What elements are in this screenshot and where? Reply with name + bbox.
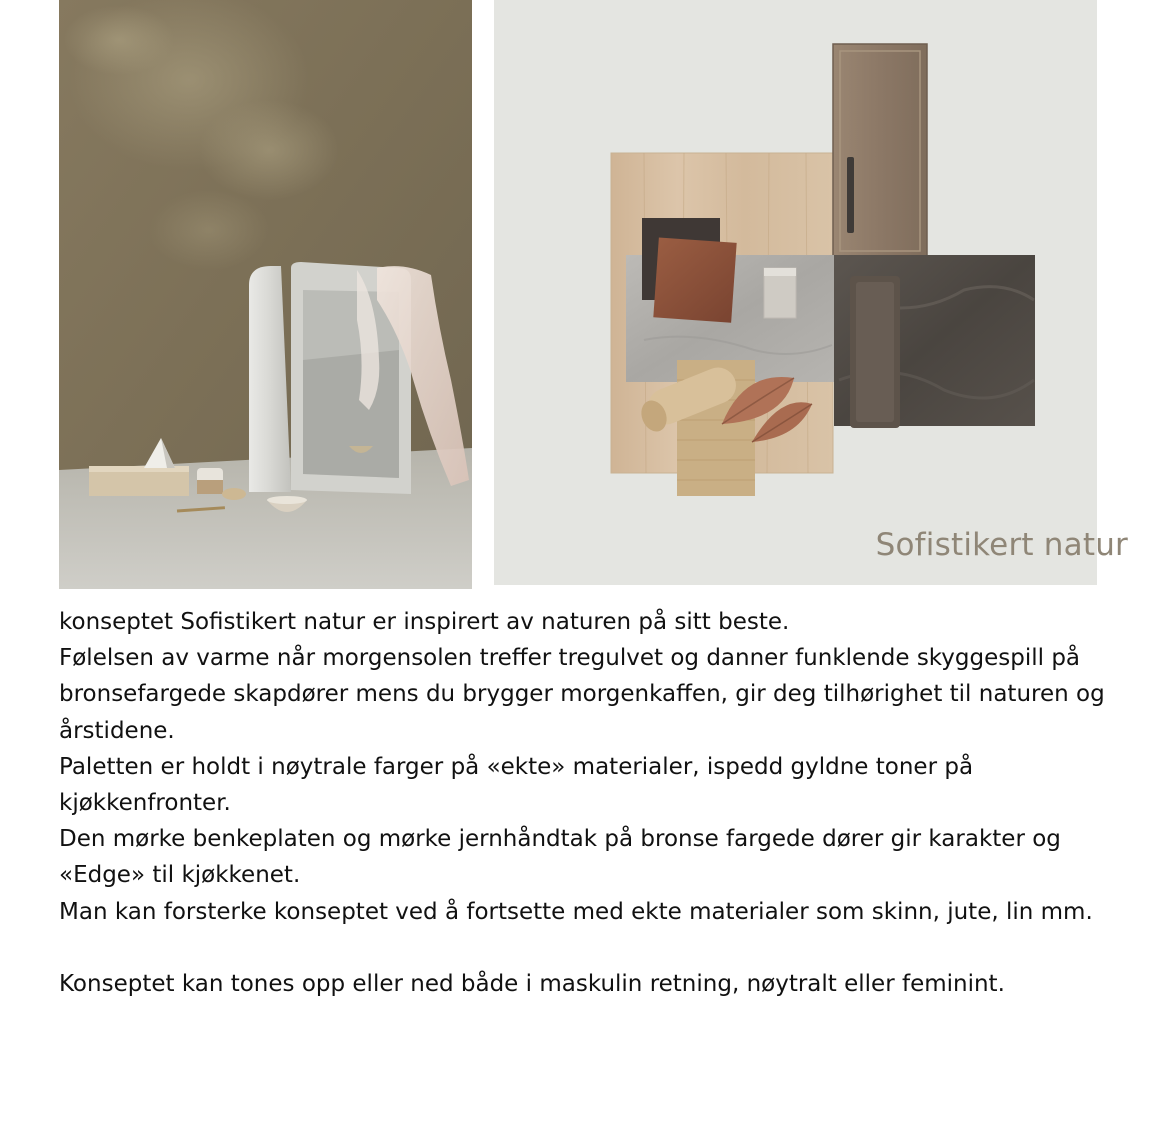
concept-description	[59, 604, 1129, 1002]
paragraph: konseptet Sofistikert natur er inspirert av naturen på sitt beste.	[59, 609, 790, 635]
paragraph: Den mørke benkeplaten og mørke jernhåndtak på bronse fargede dører gir karakter og «Edge» til kjøkkenet.	[59, 826, 1061, 889]
moodboard-caption: Sofistikert natur	[875, 527, 1128, 563]
paragraph-spacer	[59, 930, 1129, 966]
paragraph: Konseptet kan tones opp eller ned både i maskulin retning, nøytralt eller feminint.	[59, 971, 1005, 998]
material-moodboard	[494, 0, 1097, 585]
paragraph: Paletten er holdt i nøytrale farger på «ekte» materialer, ispedd gyldne toner på kjøkkenfronter.	[59, 753, 974, 817]
interior-photo	[59, 0, 472, 589]
paragraph: Følelsen av varme når morgensolen treffer tregulvet og danner funklende skyggespill på bronsefargede skapdører mens du brygger morgenkaffen, gir deg tilhørighet til naturen og årstidene.	[59, 645, 1105, 744]
paragraph: Man kan forsterke konseptet ved å fortsette med ekte materialer som skinn, jute, lin mm.	[59, 898, 1093, 925]
